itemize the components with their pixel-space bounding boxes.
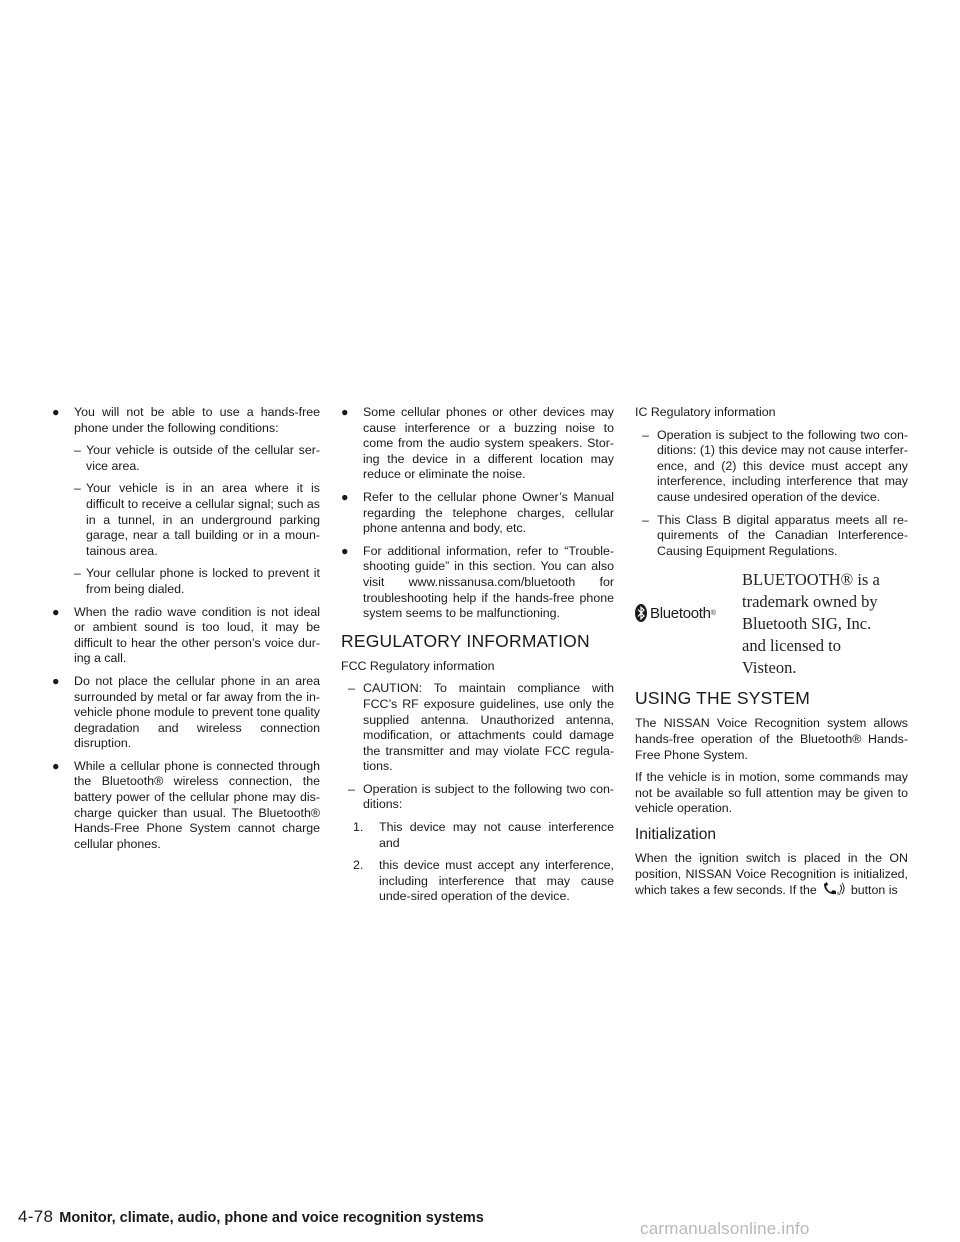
- bullet-text: Refer to the cellular phone Owner’s Manual regarding the telephone charges, cellular phone antenna and body, etc.: [363, 489, 614, 536]
- watermark: carmanualsonline.info: [640, 1219, 810, 1238]
- dash-text: Operation is subject to the following two con-ditions: (1) this device may not cause interfer-ence, and (2) this device must accept any interference, including interference that may cause undesired operation of the device.: [657, 427, 908, 504]
- fcc-label: FCC Regulatory information: [341, 658, 495, 673]
- numbered-item: [341, 858, 614, 905]
- bullet-item: [52, 605, 320, 667]
- bullet-item: [52, 405, 320, 436]
- dash-item: [635, 513, 908, 560]
- page-number: 4-78: [18, 1207, 54, 1226]
- bullet-mark: ●: [52, 604, 60, 619]
- bluetooth-wordmark: Bluetooth: [650, 604, 711, 622]
- paragraph-text: button is: [850, 883, 898, 898]
- page-footer: [18, 1207, 484, 1227]
- section-heading-using-system: USING THE SYSTEM: [635, 688, 810, 709]
- bullet-mark: ●: [341, 543, 349, 558]
- numbered-item: [341, 820, 614, 851]
- bluetooth-logo: [635, 593, 730, 633]
- numbered-text: This device may not cause interference and: [379, 820, 614, 850]
- bullet-item: [341, 405, 614, 483]
- dash-item: [64, 481, 320, 559]
- dash-mark: –: [348, 681, 355, 696]
- dash-item: [64, 566, 320, 597]
- bullet-mark: ●: [52, 758, 60, 773]
- bullet-text: For additional information, refer to “Trouble-shooting guide” in this section. You can also visit www.nissanusa.com/bluetooth for troubleshooting help if the hands-free phone system seems to be malfunctioning.: [363, 543, 614, 621]
- bullet-mark: ●: [52, 673, 60, 688]
- bullet-item: [341, 544, 614, 622]
- column-left: [52, 405, 320, 859]
- dash-mark: –: [642, 427, 649, 442]
- dash-text: Your vehicle is outside of the cellular ser-vice area.: [86, 443, 320, 473]
- subheading-initialization: Initialization: [635, 825, 716, 843]
- bullet-mark: ●: [341, 489, 349, 504]
- numbered-text: this device must accept any interference, including interference that may cause unde-sired operation of the device.: [379, 858, 614, 904]
- bullet-text: While a cellular phone is connected through the Bluetooth® wireless connection, the battery power of the cellular phone may dis-charge quicker than usual. The Bluetooth® Hands-Free Phone System cannot charge cellular phones.: [74, 758, 320, 851]
- ic-label: IC Regulatory information: [635, 405, 776, 419]
- paragraph-text: When the ignition switch is placed in the ON position, NISSAN Voice Recognition is initialized, which takes a few seconds. If the: [635, 850, 908, 898]
- number-mark: 2.: [353, 858, 364, 873]
- dash-item: [635, 428, 908, 506]
- dash-mark: –: [74, 443, 81, 458]
- section-heading-regulatory: REGULATORY INFORMATION: [341, 630, 590, 651]
- paragraph: If the vehicle is in motion, some commands may not be available so full attention may be given to vehicle operation.: [635, 770, 908, 816]
- bullet-text: You will not be able to use a hands-free phone under the following conditions:: [74, 405, 320, 435]
- bullet-item: [341, 490, 614, 537]
- dash-mark: –: [74, 481, 81, 496]
- bullet-item: [52, 674, 320, 752]
- bullet-item: [52, 759, 320, 853]
- dash-mark: –: [348, 781, 355, 796]
- dash-mark: –: [642, 512, 649, 527]
- bullet-text: Some cellular phones or other devices may cause interference or a buzzing noise to come from the audio system speakers. Stor-ing the device in a different location may reduce or eliminate the noise.: [363, 405, 614, 482]
- paragraph: [635, 851, 908, 899]
- bullet-mark: ●: [341, 405, 349, 419]
- column-right: [635, 405, 908, 906]
- dash-mark: –: [74, 566, 81, 581]
- dash-item: [341, 782, 614, 813]
- dash-text: Your vehicle is in an area where it is difficult to receive a cellular signal; such as in a tunnel, in an underground parking garage, near a tall building or in a moun-tainous area.: [86, 481, 320, 558]
- registered-mark: ®: [710, 609, 716, 617]
- svg-text:w: w: [836, 891, 841, 897]
- dash-text: Your cellular phone is locked to prevent it from being dialed.: [86, 566, 320, 596]
- dash-item: [64, 443, 320, 474]
- bullet-text: When the radio wave condition is not ideal or ambient sound is too loud, it may be difficult to hear the other person’s voice dur-ing a call.: [74, 604, 320, 666]
- bullet-text: Do not place the cellular phone in an area surrounded by metal or far away from the in-vehicle phone module to prevent tone quality degradation and wireless connection disruption.: [74, 673, 320, 751]
- chapter-title: Monitor, climate, audio, phone and voice recognition systems: [59, 1210, 484, 1226]
- bluetooth-trademark-block: [635, 569, 908, 679]
- dash-item: [341, 681, 614, 775]
- dash-text: CAUTION: To maintain compliance with FCC’s RF exposure guidelines, use only the supplied antenna. Unauthorized antenna, modification, or attachments could damage the transmitter and may violate FCC regula-tions.: [363, 681, 614, 774]
- bullet-mark: ●: [52, 405, 60, 419]
- paragraph: The NISSAN Voice Recognition system allows hands-free operation of the Bluetooth® Hands-Free Phone System.: [635, 716, 908, 762]
- column-middle: [341, 405, 614, 912]
- number-mark: 1.: [353, 820, 364, 835]
- bluetooth-trademark-text: BLUETOOTH® is a trademark owned by Bluetooth SIG, Inc. and licensed to Visteon.: [742, 570, 880, 678]
- dash-text: This Class B digital apparatus meets all re-quirements of the Canadian Interference-Causing Equipment Regulations.: [657, 512, 908, 558]
- phone-talk-button-icon: [821, 882, 847, 896]
- bluetooth-rune-icon: [635, 604, 647, 622]
- dash-text: Operation is subject to the following two con-ditions:: [363, 781, 614, 812]
